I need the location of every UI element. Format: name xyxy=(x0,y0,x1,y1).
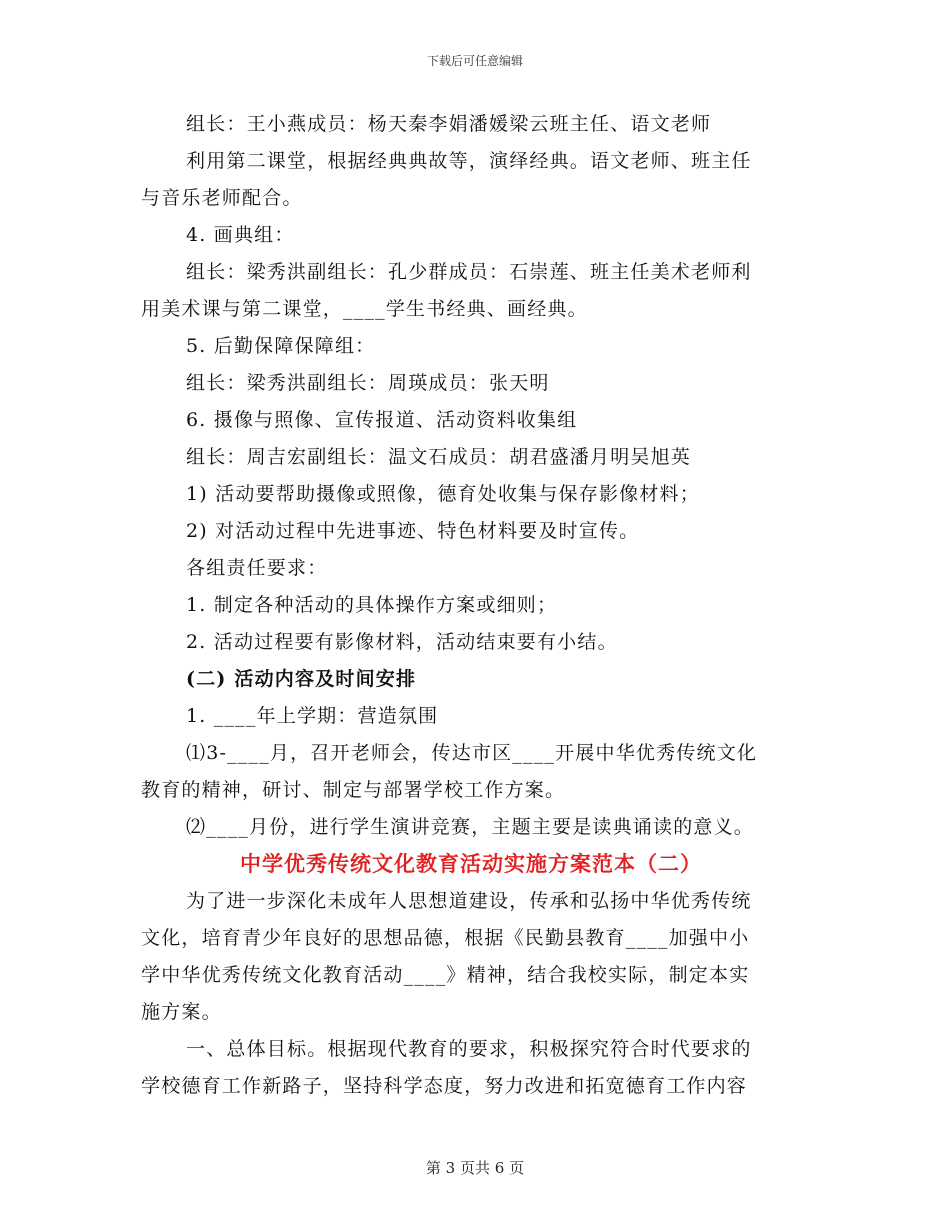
paragraph-line: 用美术课与第二课堂，____学生书经典、画经典。 xyxy=(141,298,588,320)
paragraph-line: 文化，培育青少年良好的思想品德，根据《民勤县教育____加强中小 xyxy=(141,927,750,949)
paragraph-line: 利用第二课堂，根据经典典故等，演绎经典。语文老师、班主任 xyxy=(186,150,752,172)
paragraph-line: 施方案。 xyxy=(141,1001,222,1023)
paragraph-line: 与音乐老师配合。 xyxy=(141,187,303,209)
group-heading: 4. 画典组： xyxy=(186,224,295,246)
paragraph-line: 组长：王小燕成员：杨天秦李娟潘媛梁云班主任、语文老师 xyxy=(186,113,712,135)
list-item: 2. 活动过程要有影像材料，活动结束要有小结。 xyxy=(186,631,618,653)
section-heading: (二) 活动内容及时间安排 xyxy=(186,668,417,690)
paragraph-line: 组长：梁秀洪副组长：周瑛成员：张天明 xyxy=(186,372,550,394)
page-header: 下载后可任意编辑 xyxy=(426,54,523,68)
paragraph-line: 学校德育工作新路子，坚持科学态度，努力改进和拓宽德育工作内容 xyxy=(141,1075,748,1097)
section-title: 中学优秀传统文化教育活动实施方案范本（二） xyxy=(240,852,702,876)
paragraph-line: 教育的精神，研讨、制定与部署学校工作方案。 xyxy=(141,779,566,801)
page-footer: 第 3 页共 6 页 xyxy=(425,1159,525,1177)
paragraph-line: 各组责任要求： xyxy=(186,557,328,579)
paragraph-line: 组长：周吉宏副组长：温文石成员：胡君盛潘月明吴旭英 xyxy=(186,446,692,468)
list-item: 2) 对活动过程中先进事迹、特色材料要及时宣传。 xyxy=(186,520,640,542)
list-item: 1. 制定各种活动的具体操作方案或细则； xyxy=(186,594,558,616)
paragraph-line: 学中华优秀传统文化教育活动____》精神，结合我校实际，制定本实 xyxy=(141,964,750,986)
paragraph-line: 组长：梁秀洪副组长：孔少群成员：石崇莲、班主任美术老师利 xyxy=(186,261,752,283)
list-item: 1. ____年上学期：营造氛围 xyxy=(186,705,439,727)
paragraph-line: 为了进一步深化未成年人思想道建设，传承和弘扬中华优秀传统 xyxy=(186,890,752,912)
list-item: ⑵____月份，进行学生演讲竞赛，主题主要是读典诵读的意义。 xyxy=(186,816,755,838)
list-item: 1) 活动要帮助摄像或照像，德育处收集与保存影像材料； xyxy=(186,483,700,505)
group-heading: 5. 后勤保障保障组： xyxy=(186,335,376,357)
paragraph-line: 一、总体目标。根据现代教育的要求，积极探究符合时代要求的 xyxy=(186,1038,752,1060)
group-heading: 6. 摄像与照像、宣传报道、活动资料收集组 xyxy=(186,409,578,431)
document-body xyxy=(141,106,801,1105)
list-item: ⑴3-____月，召开老师会，传达市区____开展中华优秀传统文化 xyxy=(186,742,758,764)
